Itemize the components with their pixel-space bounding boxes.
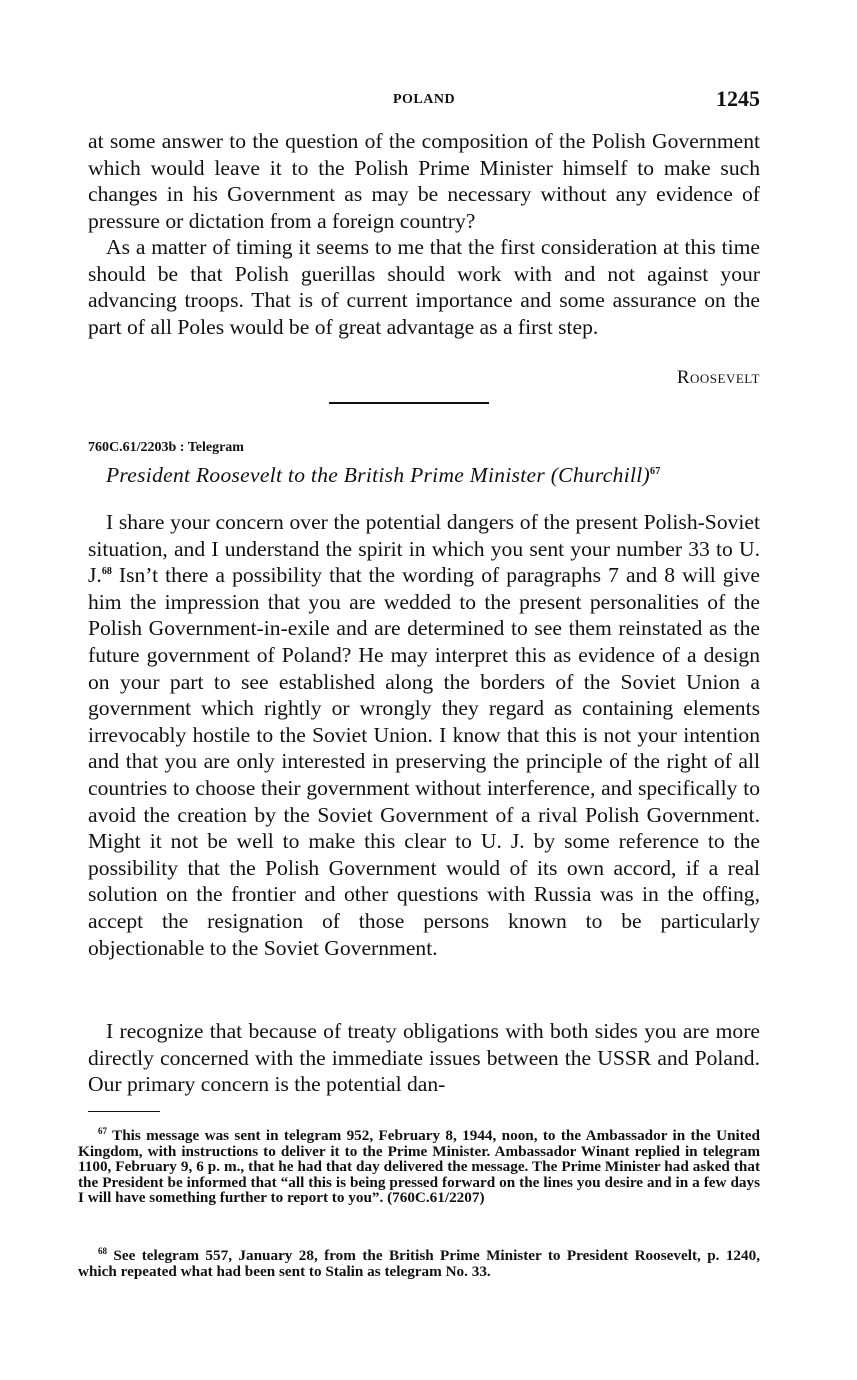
- main-paragraph-1-part-a: I share your concern over the potential dangers of the present Polish-Soviet situation, and I understand the spirit in which you sent your number 33 to U. J.: [88, 510, 760, 588]
- continued-paragraph: at some answer to the question of the composition of the Polish Government which would leave it to the Polish Prime Minister himself to make such changes in his Government as may be necessary without any evidence of pressure or dictation from a foreign country?: [88, 129, 760, 233]
- footnote-text: This message was sent in telegram 952, February 8, 1944, noon, to the Ambassador in the United Kingdom, with instructions to deliver it to the Prime Minister. Ambassador Winant replied in telegram 1100, February 9, 6 p. m., that he had that day delivered the message. The Prime Minister had asked that the President be informed that “all this is being pressed forward on the lines you desire and in a few days I will have something further to report to you”. (760C.61/2207): [78, 1127, 760, 1207]
- paragraph-footnote-mark: 68: [101, 566, 112, 577]
- document-title-text: President Roosevelt to the British Prime Minister (Churchill): [106, 463, 650, 487]
- signature: Roosevelt: [676, 367, 760, 388]
- running-head: [88, 88, 760, 114]
- footnote-67: [78, 1125, 760, 1207]
- footnote-68: [78, 1245, 760, 1280]
- footnote-mark: 68: [98, 1245, 107, 1256]
- document-separator: [329, 402, 489, 404]
- footnote-rule: [88, 1111, 160, 1112]
- main-paragraph-1: [88, 509, 760, 961]
- title-footnote-mark: 67: [649, 465, 661, 477]
- main-paragraph-2: I recognize that because of treaty obligations with both sides you are more directly concerned with the immediate issues between the USSR and Poland. Our primary concern is the potential dan-: [88, 1019, 760, 1097]
- timing-paragraph: As a matter of timing it seems to me that the first consideration at this time should be that Polish guerillas should work with and not against your advancing troops. That is of current importance and some assurance on the part of all Poles would be of great advantage as a first step.: [88, 235, 760, 339]
- page-number: 1245: [716, 86, 760, 111]
- footnote-text: See telegram 557, January 28, from the British Prime Minister to President Roosevelt, p. 1240, which repeated what had been sent to Stalin as telegram No. 33.: [78, 1247, 760, 1280]
- footnote-mark: 67: [98, 1125, 107, 1136]
- document-title: [106, 463, 661, 488]
- file-reference: 760C.61/2203b : Telegram: [88, 440, 244, 455]
- main-paragraph-1-part-b: Isn’t there a possibility that the wording of paragraphs 7 and 8 will give him the impression that you are wedded to the present personalities of the Polish Government-in-exile and are determined to see them reinstated as the future government of Poland? He may interpret this as evidence of a design on your part to see established along the borders of the Soviet Union a government which rightly or wrongly they regard as containing elements irrevocably hostile to the Soviet Union. I know that this is not your intention and that you are only interested in preserving the principle of the right of all countries to choose their government without interference, and specifically to avoid the creation by the Soviet Government of a rival Polish Government. Might it not be well to make this clear to U. J. by some reference to the possibility that the Polish Government would of its own accord, if a real solution on the frontier and other questions with Russia was in the offing, accept the resignation of those persons known to be particularly objectionable to the Soviet Government.: [88, 563, 760, 960]
- running-title: POLAND: [392, 92, 456, 107]
